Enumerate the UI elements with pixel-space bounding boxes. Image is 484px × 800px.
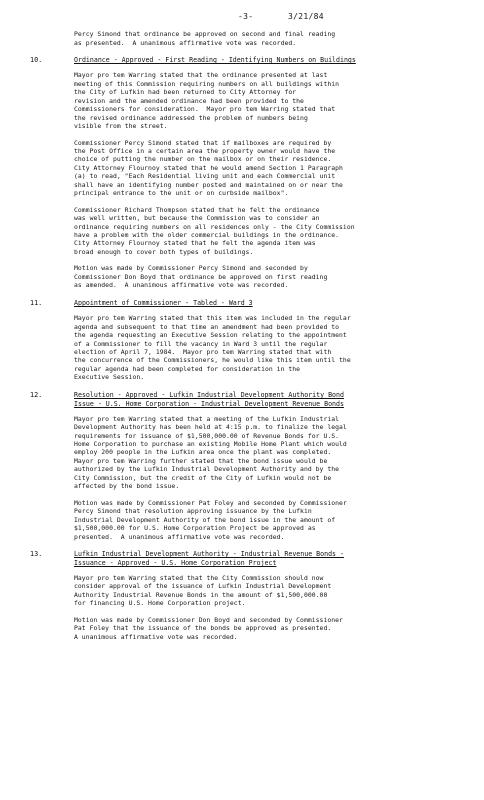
paragraph-line: for financing U.S. Home Corporation project. <box>74 599 246 608</box>
section-number: 12. <box>30 391 43 400</box>
section-heading: Lufkin Industrial Development Authority - Industrial Revenue Bonds - <box>74 550 344 559</box>
paragraph-line: Industrial Development Authority of the bond issue in the amount of <box>74 515 336 524</box>
paragraph-line: Commissioners for consideration. Mayor pro tem Warring stated that <box>74 105 336 114</box>
paragraph-line: City Attorney Flournoy stated that he would amend Section 1 Paragraph <box>74 163 343 172</box>
page-date: 3/21/84 <box>288 12 324 21</box>
paragraph-line: broad enough to cover both types of buildings. <box>74 247 254 256</box>
paragraph-line: have a problem with the older commercial buildings in the ordinance. <box>74 231 340 239</box>
paragraph-line: Motion was made by Commissioner Pat Foley and seconded by Commissioner <box>74 498 347 507</box>
paragraph-line: (a) to read, "Each Residential living unit and each Commercial unit <box>74 172 336 181</box>
paragraph-line: Motion was made by Commissioner Percy Simond and seconded by <box>74 264 308 273</box>
paragraph-line: the Post Office in a certain area the property owner would have the <box>74 147 336 155</box>
paragraph-line: Commissioner Don Boyd that ordinance be approved on first reading <box>74 272 328 281</box>
page-number: -3- <box>238 12 254 21</box>
paragraph-line: A unanimous affirmative vote was recorded. <box>74 632 238 641</box>
paragraph-line: requirements for issuance of $1,500,000.00 of Revenue Bonds for U.S. <box>74 431 340 440</box>
paragraph-line: shall have an identifying number posted and maintained on or near the <box>74 180 343 189</box>
paragraph-line: choice of putting the number on the mailbox or on their residence. <box>74 155 332 164</box>
paragraph-line: Authority Industrial Revenue Bonds in the amount of $1,500,000.00 <box>74 590 328 599</box>
paragraph-line: employ 200 people in the Lufkin area once the plant was completed. <box>74 448 332 457</box>
section-heading: Issue - U.S. Home Corporation - Industrial Development Revenue Bonds <box>74 399 344 408</box>
paragraph-line: visible from the street. <box>74 122 168 131</box>
paragraph-line: presented. A unanimous affirmative vote was recorded. <box>74 532 285 541</box>
paragraph-line: Development Authority has been held at 4:15 p.m. to finalize the legal <box>74 423 347 432</box>
paragraph-line: Mayor pro tem Warring stated that a meeting of the Lufkin Industrial <box>74 414 340 423</box>
paragraph-line: Home Corporation to purchase an existing Mobile Home Plant which would <box>74 440 347 448</box>
paragraph-line: consider approval of the issuance of Lufkin Industrial Development <box>74 582 332 591</box>
section-heading: Resolution - Approved - Lufkin Industrial Development Authority Bond <box>74 391 344 400</box>
paragraph-line: ordinance requiring numbers on all residences only - the City Commission <box>74 222 355 231</box>
paragraph-line: City Commission, but the credit of the City of Lufkin would not be <box>74 473 332 482</box>
paragraph-line: Executive Session. <box>74 373 145 382</box>
paragraph-line: agenda and subsequent to that time an amendment had been provided to <box>74 322 340 331</box>
paragraph-line: revision and the amended ordinance had been provided to the <box>74 96 304 105</box>
opening-line: Percy Simond that ordinance be approved on second and final reading <box>74 30 336 38</box>
paragraph-line: Mayor pro tem Warring stated that this item was included in the regular <box>74 314 351 323</box>
section-heading: Ordinance - Approved - First Reading - Identifying Numbers on Buildings <box>74 56 356 65</box>
paragraph-line: authorized by the Lufkin Industrial Development Authority and by the <box>74 465 340 474</box>
paragraph-line: Mayor pro tem Warring stated that the City Commission should now <box>74 573 324 582</box>
section-heading: Appointment of Commissioner - Tabled - Ward 3 <box>74 299 253 308</box>
paragraph-line: $1,500,000.00 for U.S. Home Corporation Project be approved as <box>74 524 316 532</box>
paragraph-line: the agenda requesting an Executive Session relating to the appointment <box>74 331 347 339</box>
paragraph-line: meeting of this Commission requiring numbers on all buildings within <box>74 79 340 88</box>
paragraph-line: of a Commissioner to fill the vacancy in Ward 3 until the regular <box>74 339 328 348</box>
paragraph-line: the concurrence of the Commissioners, he would like this item until the <box>74 356 351 365</box>
paragraph-line: principal entrance to the unit or on curbside mailbox". <box>74 189 289 198</box>
section-number: 13. <box>30 550 43 559</box>
page-header <box>0 12 484 22</box>
section-number: 10. <box>30 56 43 65</box>
paragraph-line: Mayor pro tem Warring stated that the ordinance presented at last <box>74 71 328 80</box>
paragraph-line: the revised ordinance addressed the problem of numbers being <box>74 113 308 122</box>
opening-line: as presented. A unanimous affirmative vote was recorded. <box>74 38 297 47</box>
paragraph-line: regular agenda had been completed for consideration in the <box>74 364 301 373</box>
paragraph-line: Pat Foley that the issuance of the bonds be approved as presented. <box>74 624 332 633</box>
paragraph-line: as amended. A unanimous affirmative vote was recorded. <box>74 281 289 290</box>
paragraph-line: affected by the bond issue. <box>74 482 180 491</box>
paragraph-line: Mayor pro tem Warring further stated that the bond issue would be <box>74 456 328 465</box>
paragraph-line: City Attorney Flournoy stated that he felt the agenda item was <box>74 239 316 248</box>
paragraph-line: Commissioner Percy Simond stated that if mailboxes are required by <box>74 138 332 147</box>
section-number: 11. <box>30 299 43 308</box>
paragraph-line: Motion was made by Commissioner Don Boyd and seconded by Commissioner <box>74 615 343 624</box>
paragraph-line: election of April 7, 1984. Mayor pro tem Warring stated that with <box>74 347 332 356</box>
paragraph-line: Commissioner Richard Thompson stated that he felt the ordinance <box>74 205 320 214</box>
paragraph-line: the City of Lufkin had been returned to City Attorney for <box>74 88 297 97</box>
section-heading: Issuance - Approved - U.S. Home Corporation Project <box>74 558 277 567</box>
paragraph-line: was well written, but because the Commission was to consider an <box>74 214 320 223</box>
paragraph-line: Percy Simond that resolution approving issuance by the Lufkin <box>74 507 312 516</box>
